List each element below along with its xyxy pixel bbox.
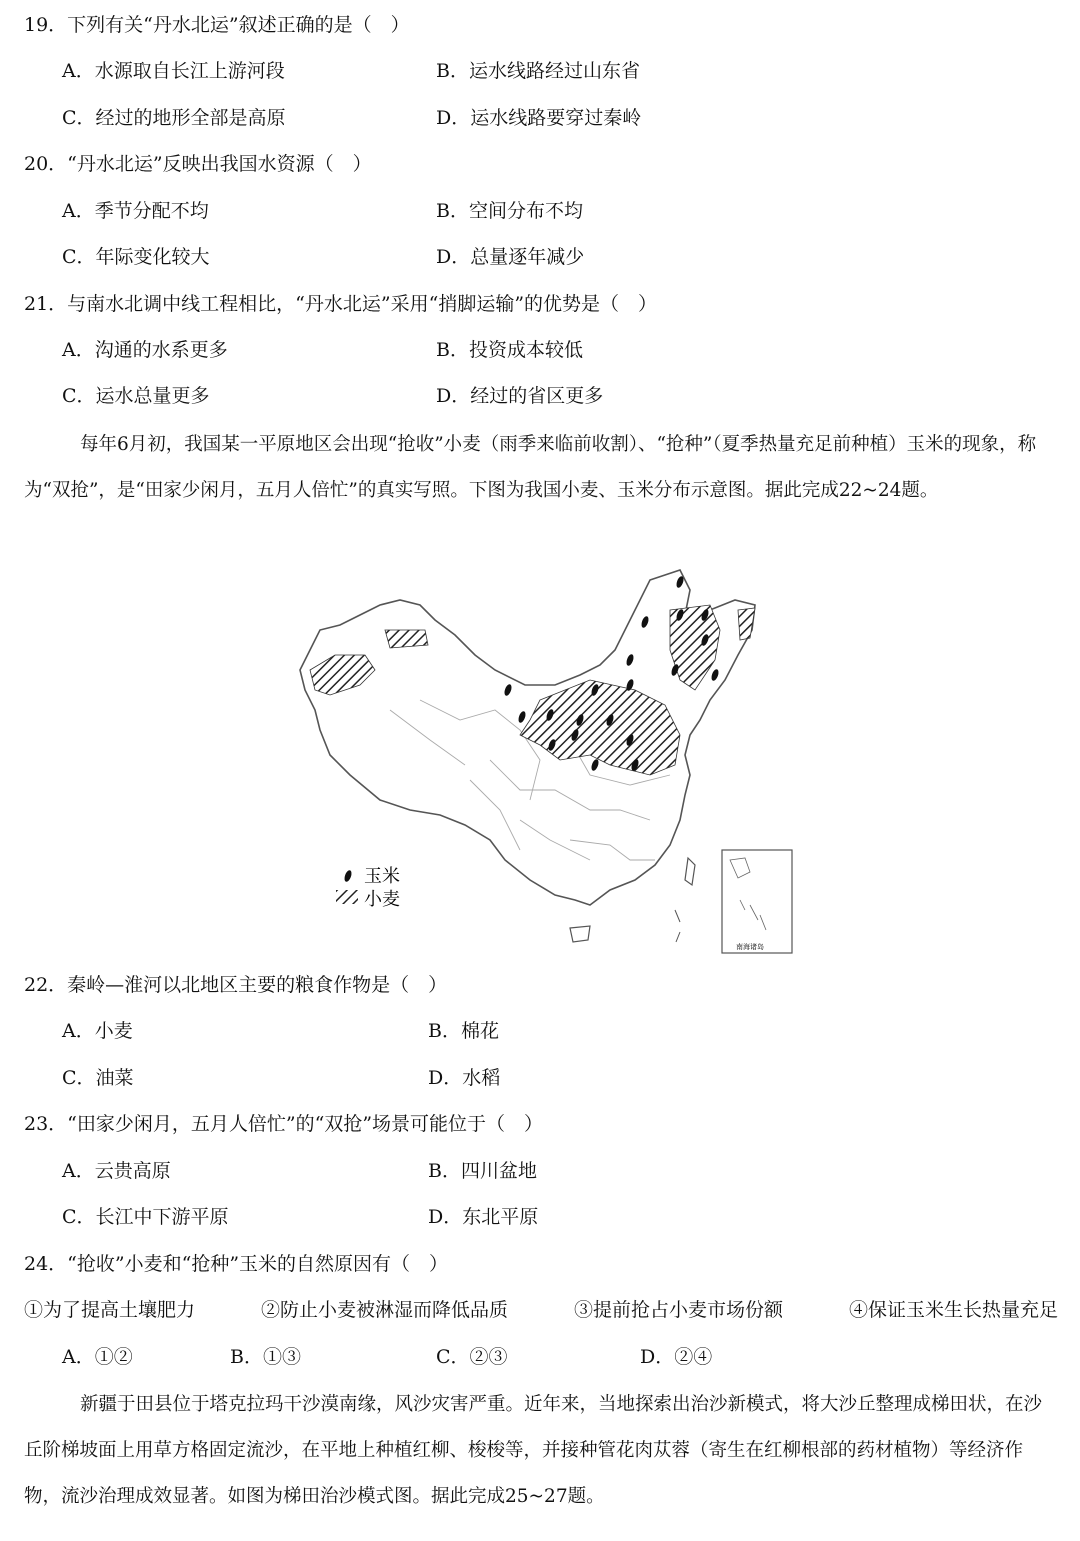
q24-statements <box>24 1296 1058 1324</box>
q24-stem: 24．“抢收”小麦和“抢种”玉米的自然原因有（ ） <box>24 1253 449 1275</box>
q21-option-c: C．运水总量更多 <box>62 385 210 407</box>
inset-label: 南海诸岛 <box>736 943 764 951</box>
q23-option-b: B．四川盆地 <box>428 1160 537 1182</box>
hainan-island <box>570 926 590 942</box>
q22-stem: 22．秦岭—淮河以北地区主要的粮食作物是（ ） <box>24 974 448 996</box>
q21-option-b: B．投资成本较低 <box>436 339 583 361</box>
map-legend <box>336 866 400 910</box>
sea-boundary-dashes <box>675 910 680 942</box>
q23-stem: 23．“田家少闲月，五月人倍忙”的“双抢”场景可能位于（ ） <box>24 1113 544 1135</box>
wheat-area-xinjiang <box>310 655 375 695</box>
q19-option-a: A．水源取自长江上游河段 <box>62 60 285 82</box>
q24-option-c: C．②③ <box>436 1346 508 1368</box>
q21-option-a: A．沟通的水系更多 <box>62 339 228 361</box>
q24-statement-4: ④保证玉米生长热量充足 <box>848 1299 1058 1321</box>
wheat-area-north-china <box>520 680 680 775</box>
q23-option-d: D．东北平原 <box>428 1206 539 1228</box>
wheat-area-xinjiang-north <box>385 630 428 648</box>
legend-wheat-symbol <box>336 890 358 904</box>
taiwan-island <box>685 858 695 885</box>
q23-option-a: A．云贵高原 <box>62 1160 171 1182</box>
q23-option-c: C．长江中下游平原 <box>62 1206 229 1228</box>
q20-stem: 20．“丹水北运”反映出我国水资源（ ） <box>24 153 372 175</box>
q20-option-d: D．总量逐年减少 <box>436 246 585 268</box>
q22-option-c: C．油菜 <box>62 1067 134 1089</box>
passage-22-24: 每年6月初，我国某一平原地区会出现“抢收”小麦（雨季来临前收割）、“抢种”（夏季热量充足前种植）玉米的现象，称为“双抢”，是“田家少闲月，五月人倍忙”的真实写照。下图为我国小麦、玉米分布示意图。据此完成22~24题。 <box>24 434 1037 501</box>
q21-option-d: D．经过的省区更多 <box>436 385 604 407</box>
q24-statement-3: ③提前抢占小麦市场份额 <box>573 1299 783 1321</box>
q20-option-c: C．年际变化较大 <box>62 246 210 268</box>
q24-statement-2: ②防止小麦被淋湿而降低品质 <box>260 1299 508 1321</box>
q24-option-d: D．②④ <box>640 1346 713 1368</box>
q20-option-a: A．季节分配不均 <box>62 200 209 222</box>
q19-stem: 19．下列有关“丹水北运”叙述正确的是（ ） <box>24 14 410 36</box>
south-china-sea-inset <box>722 850 792 953</box>
q24-option-b: B．①③ <box>230 1346 301 1368</box>
q24-statement-1: ①为了提高土壤肥力 <box>24 1299 196 1321</box>
q22-option-b: B．棉花 <box>428 1020 499 1042</box>
q19-option-d: D．运水线路要穿过秦岭 <box>436 107 642 129</box>
q24-option-a: A．①② <box>62 1346 133 1368</box>
q19-option-c: C．经过的地形全部是高原 <box>62 107 286 129</box>
q22-option-d: D．水稻 <box>428 1067 501 1089</box>
q20-option-b: B．空间分布不均 <box>436 200 583 222</box>
legend-corn-symbol <box>343 869 353 882</box>
q22-option-a: A．小麦 <box>62 1020 133 1042</box>
legend-wheat-label: 小麦 <box>364 889 400 910</box>
crop-distribution-map <box>290 560 800 960</box>
passage-25-27: 新疆于田县位于塔克拉玛干沙漠南缘，风沙灾害严重。近年来，当地探索出治沙新模式，将大沙丘整理成梯田状，在沙丘阶梯坡面上用草方格固定流沙，在平地上种植红柳、梭梭等，并接种管花肉苁蓉（寄生在红柳根部的药材植物）等经济作物，流沙治理成效显著。如图为梯田治沙模式图。据此完成25~27题。 <box>24 1394 1043 1507</box>
legend-corn-label: 玉米 <box>364 866 400 887</box>
q19-option-b: B．运水线路经过山东省 <box>436 60 640 82</box>
q21-stem: 21．与南水北调中线工程相比，“丹水北运”采用“捎脚运输”的优势是（ ） <box>24 293 658 315</box>
wheat-area-northeast-east <box>738 608 755 640</box>
